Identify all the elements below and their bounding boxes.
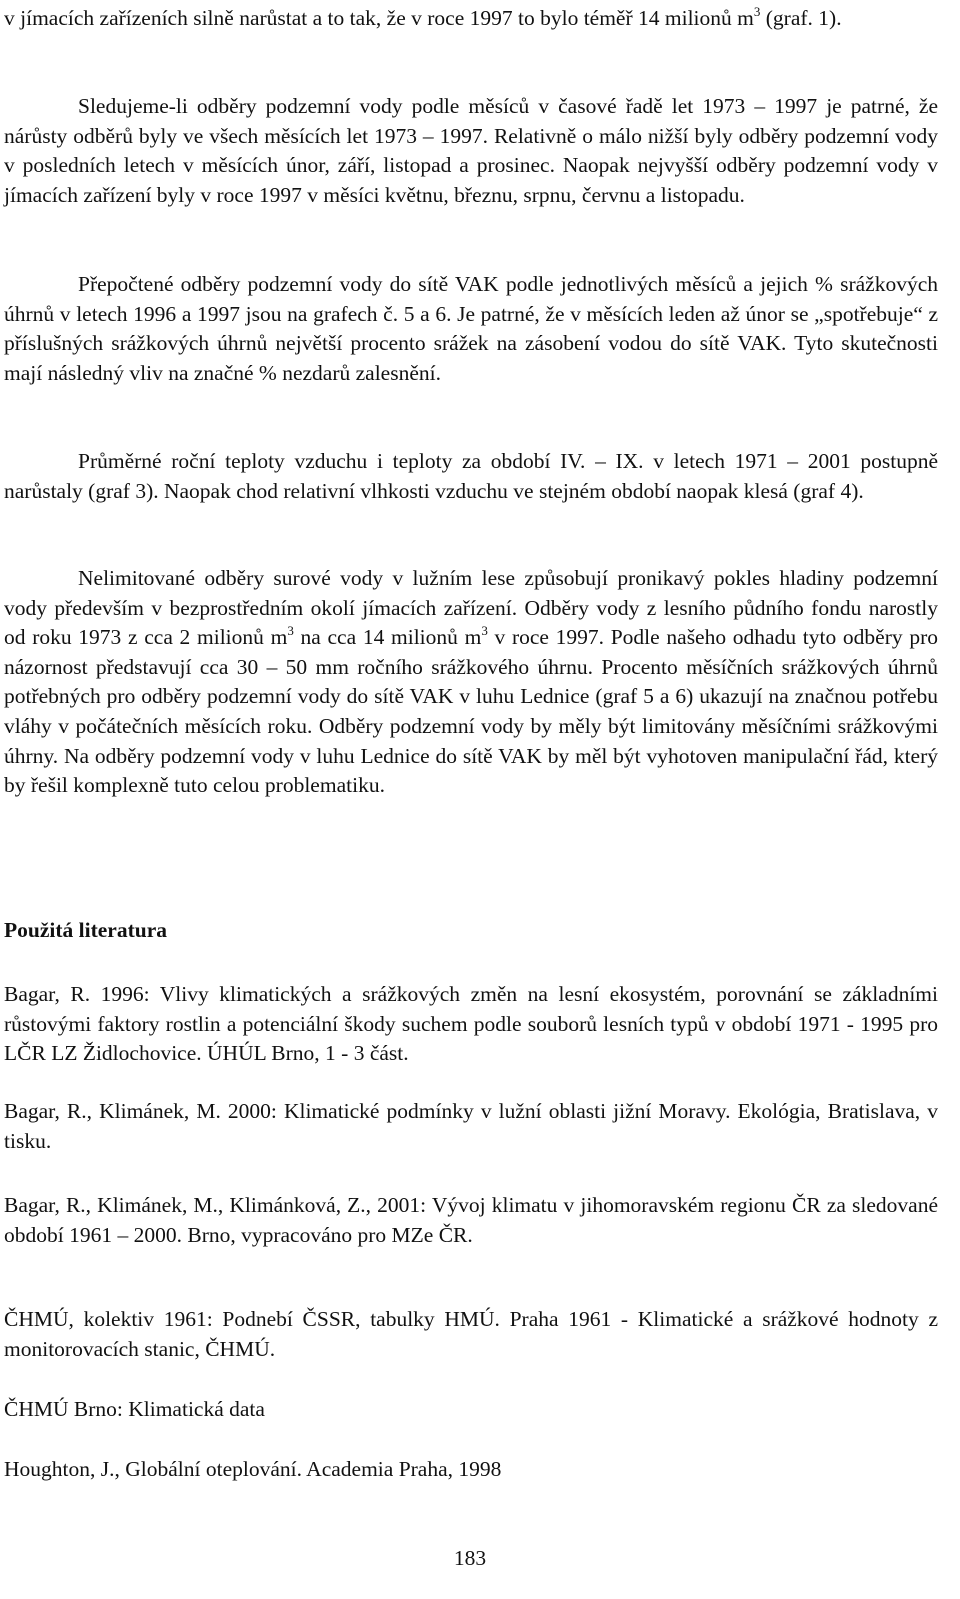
superscript-cubic: 3 <box>481 623 488 639</box>
paragraph-unlimited-withdrawals-text-c: v roce 1997. Podle našeho odhadu tyto odběry pro názornost představují cca 30 – 50 mm ročního srážkového úhrnu. Procento měsíčních srážkových úhrnů potřebných pro odběry podzemní vody do sítě VAK v luhu Lednice (graf 5 a 6) ukazují na značnou potřebu vláhy v počátečních měsících roku. Odběry podzemní vody by měly být limitovány měsíčními srážkovými úhrny. Na odběry podzemní vody v luhu Lednice do sítě VAK by měl být vyhotoven manipulační řád, který by řešil komplexně tuto celou problematiku. <box>4 625 938 798</box>
reference-item: Bagar, R., Klimánek, M., Klimánková, Z., 2001: Vývoj klimatu v jihomoravském regionu ČR za sledované období 1961 – 2000. Brno, vypracováno pro MZe ČR. <box>4 1193 938 1247</box>
paragraph-recalculated-withdrawals-text: Přepočtené odběry podzemní vody do sítě VAK podle jednotlivých měsíců a jejich % srážkových úhrnů v letech 1996 a 1997 jsou na grafech č. 5 a 6. Je patrné, že v měsících leden až únor se „spotřebuje“ z příslušných srážkových úhrnů největší procento srážek na zásobení vodou do sítě VAK. Tyto skutečnosti mají následný vliv na značné % nezdarů zalesnění. <box>4 272 938 385</box>
paragraph-temperatures-text: Průměrné roční teploty vzduchu i teploty za období IV. – IX. v letech 1971 – 2001 postupně narůstaly (graf 3). Naopak chod relativní vlhkosti vzduchu ve stejném období naopak klesá (graf 4). <box>4 449 938 503</box>
paragraph-temperatures <box>4 447 938 506</box>
literature-heading: Použitá literatura <box>4 918 167 942</box>
reference-item: Houghton, J., Globální oteplování. Academia Praha, 1998 <box>4 1457 502 1481</box>
paragraph-monthly-withdrawals <box>4 92 938 210</box>
paragraph-unlimited-withdrawals-text-a: Nelimitované odběry surové vody v lužním lese způsobují pronikavý pokles hladiny podzemní vody především v bezprostředním okolí jímacích zařízení. Odběry vody z lesního půdního fondu narostly od roku 1973 z cca 2 milionů m <box>4 566 938 650</box>
superscript-cubic: 3 <box>287 623 294 639</box>
reference-item: Bagar, R., Klimánek, M. 2000: Klimatické podmínky v lužní oblasti jižní Moravy. Ekológia, Bratislava, v tisku. <box>4 1099 938 1153</box>
paragraph-monthly-withdrawals-text: Sledujeme-li odběry podzemní vody podle měsíců v časové řadě let 1973 – 1997 je patrné, že nárůsty odběrů byly ve všech měsících let 1973 – 1997. Relativně o málo nižší byly odběry podzemní vody v posledních letech v měsících únor, září, listopad a prosinec. Naopak nejvyšší odběry podzemní vody v jímacích zařízení byly v roce 1997 v měsíci květnu, březnu, srpnu, červnu a listopadu. <box>4 94 938 207</box>
paragraph-unlimited-withdrawals-text-b: na cca 14 milionů m <box>293 625 482 650</box>
page-number: 183 <box>453 1546 487 1570</box>
superscript-cubic: 3 <box>753 4 761 19</box>
paragraph-intro-text: v jímacích zařízeních silně narůstat a to tak, že v roce 1997 to bylo téměř 14 milionů m <box>4 6 754 30</box>
reference-item: Bagar, R. 1996: Vlivy klimatických a srážkových změn na lesní ekosystém, porovnání se základními růstovými faktory rostlin a potenciální škody suchem podle souborů lesních typů v období 1971 - 1995 pro LČR LZ Židlochovice. ÚHÚL Brno, 1 - 3 část. <box>4 982 938 1066</box>
paragraph-recalculated-withdrawals <box>4 270 938 388</box>
paragraph-intro <box>4 4 938 34</box>
reference-item: ČHMÚ, kolektiv 1961: Podnebí ČSSR, tabulky HMÚ. Praha 1961 - Klimatické a srážkové hodnoty z monitorovacích stanic, ČHMÚ. <box>4 1307 938 1361</box>
paragraph-unlimited-withdrawals <box>4 564 938 801</box>
reference-item: ČHMÚ Brno: Klimatická data <box>4 1397 265 1421</box>
paragraph-intro-tail: (graf. 1). <box>760 6 842 30</box>
